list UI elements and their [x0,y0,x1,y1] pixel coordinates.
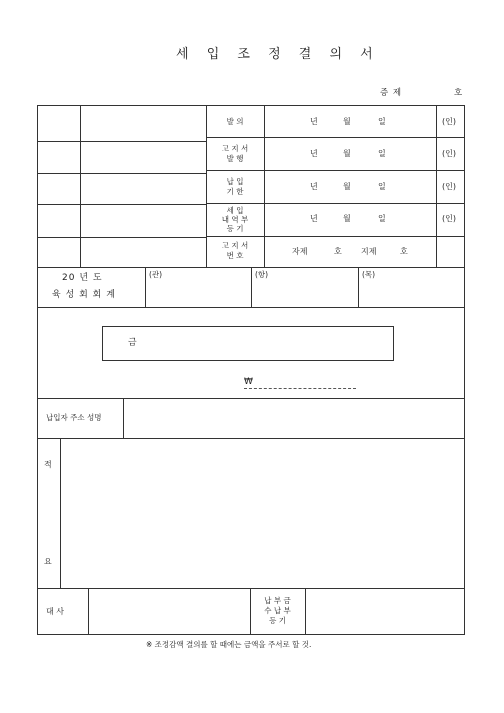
document-title: 세 입 조 정 결 의 서 [176,47,380,62]
label-hang: (항) [255,270,269,279]
bottom-divider-3 [305,588,306,634]
summary-divider [60,438,61,588]
number-ho-2: 호 [400,247,408,256]
amount-section-bottom [37,398,465,399]
date-day-3: 일 [378,182,386,191]
date-year-2: 년 [310,149,318,158]
date-month-1: 월 [343,117,351,126]
number-ho-1: 호 [334,247,342,256]
date-month-2: 월 [343,149,351,158]
amount-box[interactable] [102,326,394,361]
label-seip-naeyeok-3: 등 기 [226,224,244,233]
daesa-label: 대 사 [46,607,64,616]
summary-bottom-line [37,588,465,589]
amount-underline [244,388,356,389]
bottom-divider-1 [88,588,89,634]
label-napip-gihan-1: 납 입 [226,177,244,186]
date-month-4: 월 [343,214,351,223]
date-year-1: 년 [310,117,318,126]
label-napip-gihan-2: 기 한 [226,187,244,196]
payer-divider [123,398,124,438]
summary-bottom: 요 [44,557,52,566]
label-balui: 발 의 [226,117,244,126]
label-seip-naeyeok-1: 세 입 [226,206,244,215]
fiscal-account: 육 성 회 회 계 [52,290,116,300]
date-month-3: 월 [343,182,351,191]
date-day-2: 일 [378,149,386,158]
payer-row-bottom [37,438,465,439]
ledger-line-3: 등 기 [269,616,286,625]
footnote: ※ 조정감액 결의를 할 때에는 금액을 주서로 할 것. [146,640,312,649]
label-mok: (목) [362,270,376,279]
label-gojiseo-balhaeng-2: 발 행 [226,154,244,163]
seal-1: (인) [442,117,456,126]
label-seip-naeyeok-2: 내 역 부 [221,215,249,224]
label-gojiseo-balhaeng-1: 고 지 서 [221,144,249,153]
seal-3: (인) [442,182,456,191]
label-gojiseo-beonho-2: 번 호 [226,251,244,260]
label-gojiseo-beonho-1: 고 지 서 [221,241,249,250]
amount-geum: 금 [128,338,137,348]
label-kwan: (관) [149,270,163,279]
doc-number-suffix: 호 [454,88,463,98]
date-day-4: 일 [378,214,386,223]
payer-label: 납입자 주소 성명 [46,413,102,422]
amount-won-sign: ₩ [244,377,253,387]
ledger-line-2: 수 납 부 [264,606,291,615]
number-ji: 지제 [361,247,377,256]
seal-2: (인) [442,149,456,158]
date-day-1: 일 [378,117,386,126]
summary-top: 적 [44,460,52,469]
date-year-4: 년 [310,214,318,223]
doc-number-prefix: 증 제 [380,88,403,98]
seal-4: (인) [442,214,456,223]
date-year-3: 년 [310,182,318,191]
ledger-line-1: 납 부 금 [264,596,291,605]
fiscal-year: 20 년 도 [62,273,103,283]
number-ja: 자제 [292,247,308,256]
